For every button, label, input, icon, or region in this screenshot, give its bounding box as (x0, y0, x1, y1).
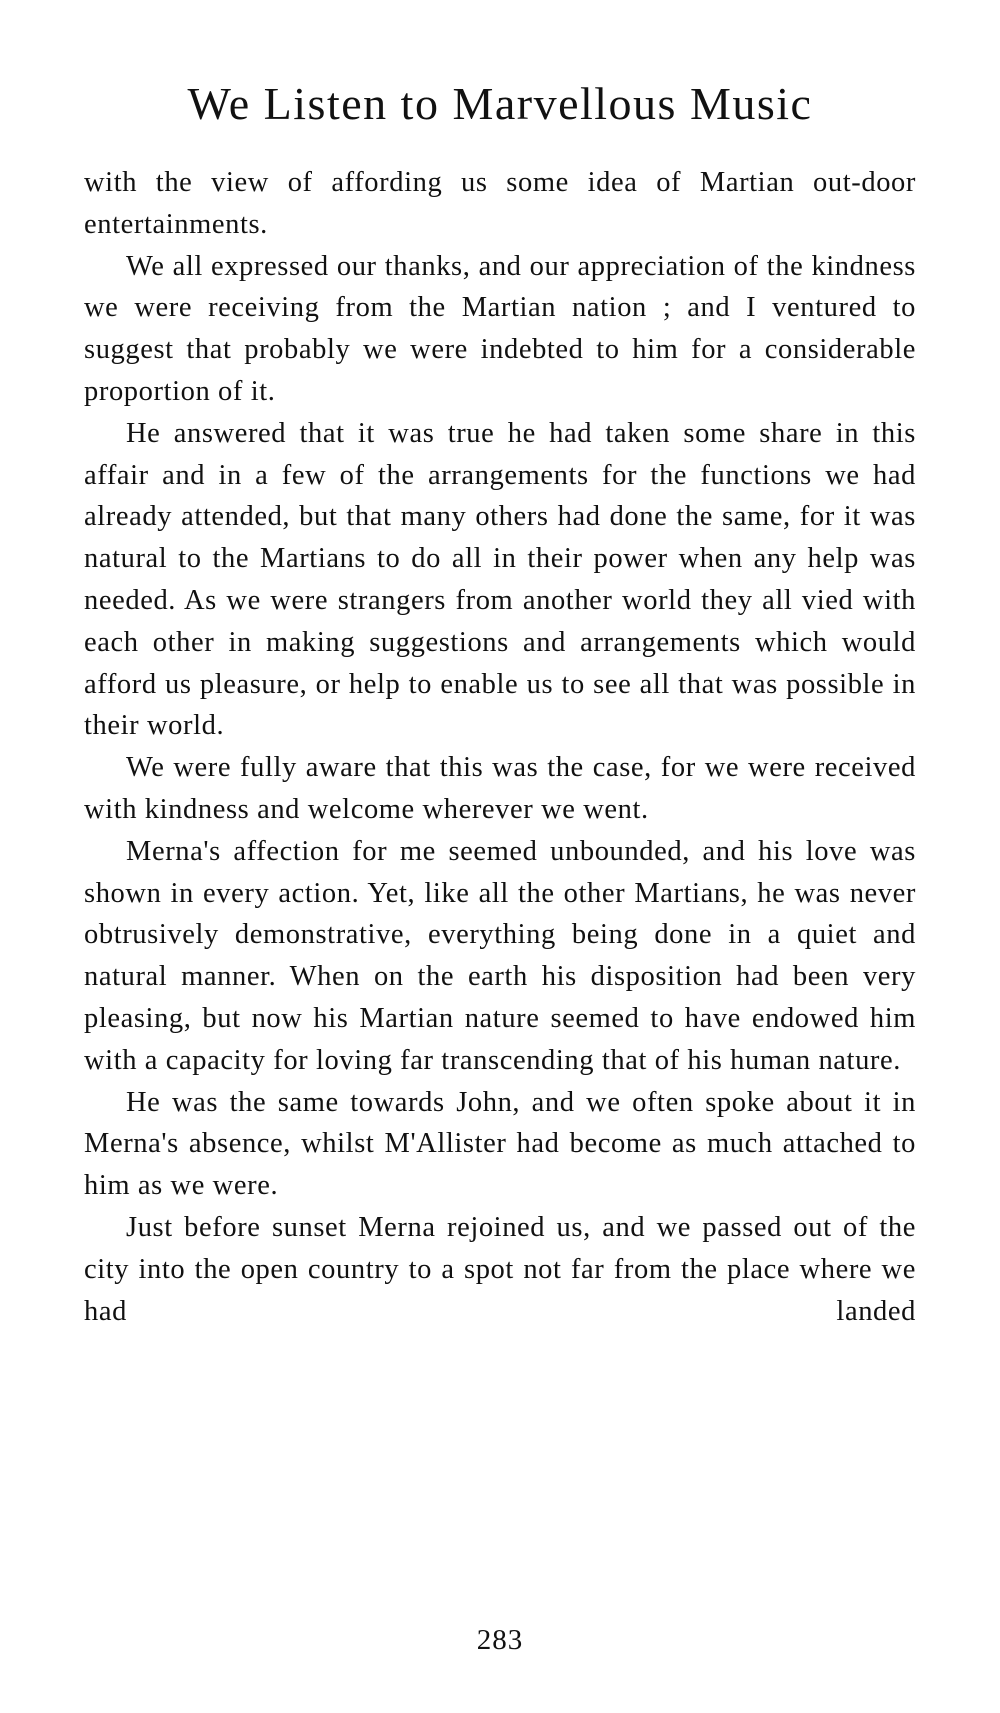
paragraph-6: He was the same towards John, and we often spoke about it in Merna's absence, whilst M'Allister had become as much attached to him as we were. (84, 1086, 916, 1202)
paragraph-5: Merna's affection for me seemed unbounded, and his love was shown in every action. Yet, like all the other Martians, he was never obtrusively demonstrative, everything being done in a quiet and natural manner. When on the earth his disposition had been very pleasing, but now his Martian nature seemed to have endowed him with a capacity for loving far transcending that of his human nature. (84, 835, 916, 1076)
page-number: 283 (476, 1624, 524, 1656)
paragraph-2: We all expressed our thanks, and our appreciation of the kindness we were receiving from the Martian nation ; and I ventured to suggest that probably we were indebted to him for a considerable proportion of it. (84, 250, 916, 407)
paragraph-7: Just before sunset Merna rejoined us, and we passed out of the city into the open country to a spot not far from the place where we had landed (84, 1211, 916, 1327)
paragraph-4: We were fully aware that this was the case, for we were received with kindness and welcome wherever we went. (84, 752, 916, 825)
body-text (84, 162, 916, 1332)
running-title: We Listen to Marvellous Music (187, 78, 813, 129)
paragraph-1: with the view of affording us some idea of Martian out-door entertainments. (84, 167, 916, 240)
paragraph-3: He answered that it was true he had taken some share in this affair and in a few of the arrangements for the functions we had already attended, but that many others had done the same, for it was natural to the Martians to do all in their power when any help was needed. As we were strangers from another world they all vied with each other in making suggestions and arrangements which would afford us pleasure, or help to enable us to see all that was possible in their world. (84, 417, 916, 742)
